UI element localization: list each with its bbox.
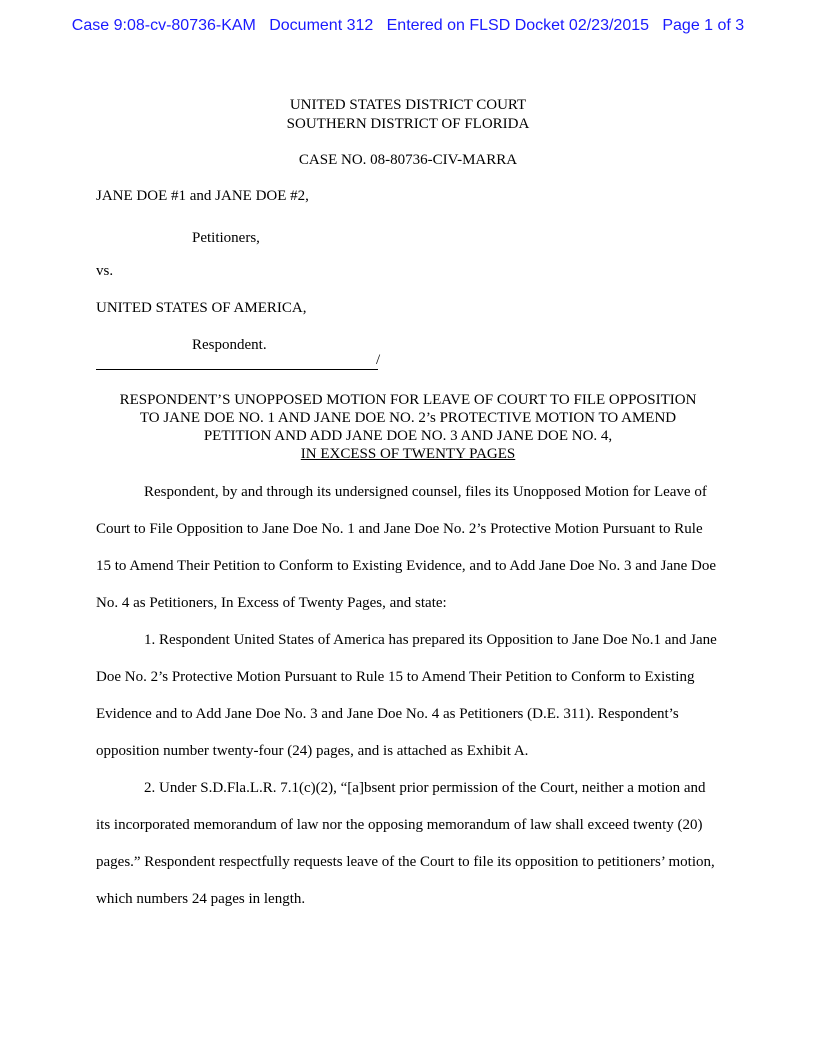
intro-paragraph: Respondent, by and through its undersigned counsel, files its Unopposed Motion for Leave of Court to File Opposition to Jane Doe No. 1 and Jane Doe No. 2’s Protective Motion Pursuant to Rule 15 to Amend Their Petition to Conform to Existing Evidence, and to Add Jane Doe No. 3 and Jane Doe No. 4 as Petitioners, In Excess of Twenty Pages, and state: [96, 484, 717, 611]
versus-label: vs. [96, 263, 114, 279]
motion-title [96, 391, 720, 463]
petitioners-role: Petitioners, [192, 230, 260, 246]
court-heading [96, 96, 720, 134]
district-name: SOUTHERN DISTRICT OF FLORIDA [286, 116, 530, 132]
motion-title-line1: RESPONDENT’S UNOPPOSED MOTION FOR LEAVE OF COURT TO FILE OPPOSITION [119, 392, 697, 408]
motion-title-line2: TO JANE DOE NO. 1 AND JANE DOE NO. 2’s PROTECTIVE MOTION TO AMEND [139, 410, 677, 426]
motion-body [96, 474, 720, 918]
paragraph-2: 2. Under S.D.Fla.L.R. 7.1(c)(2), “[a]bsent prior permission of the Court, neither a motion and its incorporated memorandum of law nor the opposing memorandum of law shall exceed twenty (20) pages.” Respondent respectfully requests leave of the Court to file its opposition to petitioners’ motion, which numbers 24 pages in length. [96, 780, 715, 907]
court-name: UNITED STATES DISTRICT COURT [289, 97, 527, 113]
case-number: CASE NO. 08-80736-CIV-MARRA [298, 152, 518, 168]
paragraph-1: 1. Respondent United States of America has prepared its Opposition to Jane Doe No.1 and Jane Doe No. 2’s Protective Motion Pursuant to Rule 15 to Amend Their Petition to Conform to Existing Evidence and to Add Jane Doe No. 3 and Jane Doe No. 4 as Petitioners (D.E. 311). Respondent’s opposition number twenty-four (24) pages, and is attached as Exhibit A. [96, 632, 717, 759]
motion-title-line3: PETITION AND ADD JANE DOE NO. 3 AND JANE DOE NO. 4, [203, 428, 613, 444]
petitioners-names: JANE DOE #1 and JANE DOE #2, [96, 188, 309, 204]
docket-stamp: Case 9:08-cv-80736-KAM Document 312 Entered on FLSD Docket 02/23/2015 Page 1 of 3 [71, 17, 745, 34]
caption-slash: / [376, 352, 381, 368]
respondent-role: Respondent. [192, 337, 267, 353]
caption-rule [96, 351, 381, 370]
respondent-name: UNITED STATES OF AMERICA, [96, 300, 307, 316]
motion-title-line4: IN EXCESS OF TWENTY PAGES [300, 446, 516, 462]
